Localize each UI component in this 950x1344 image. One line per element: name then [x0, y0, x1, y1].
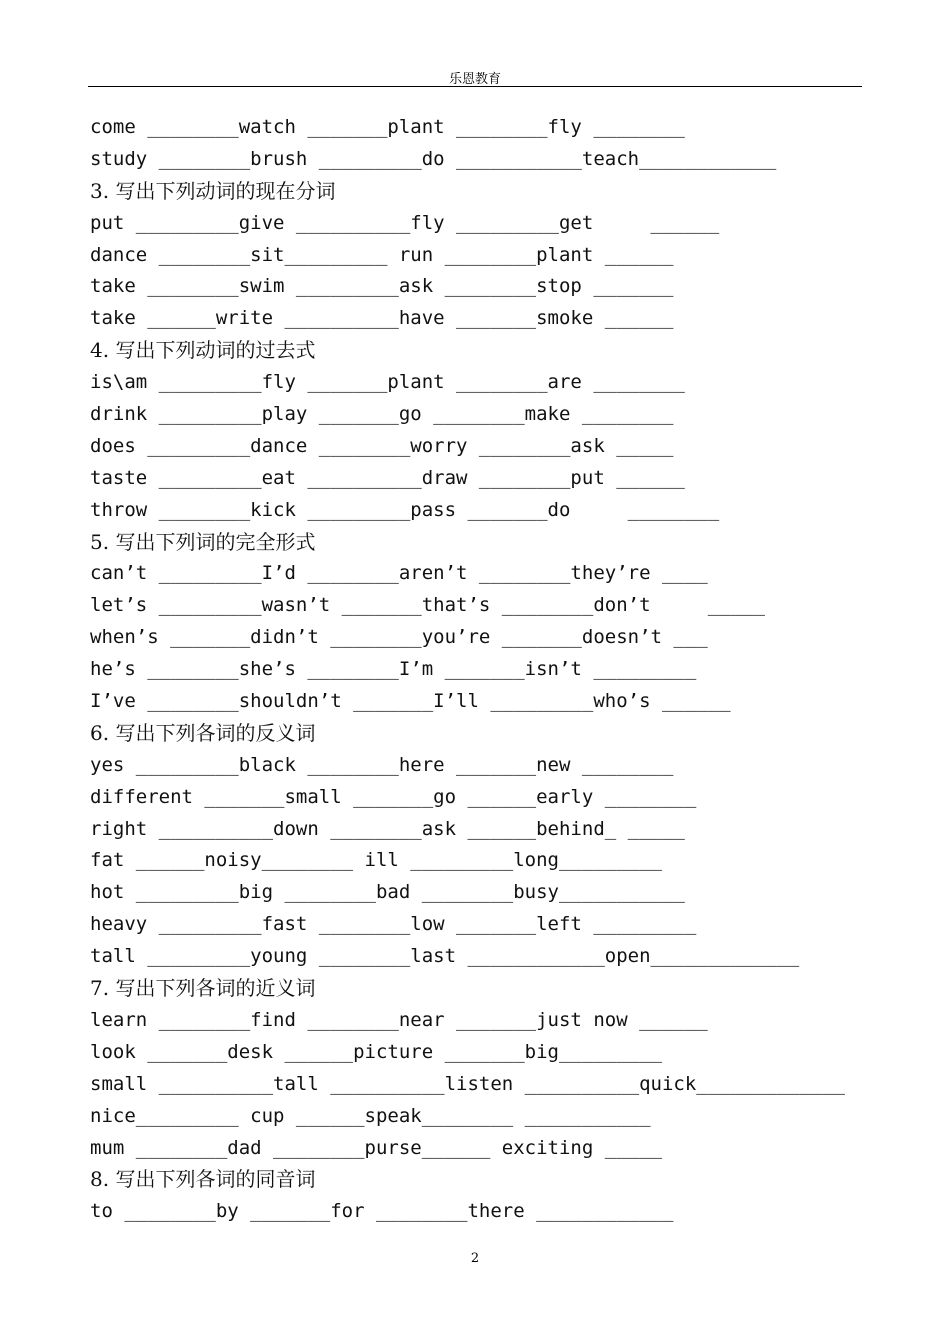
- exercise-line: dance ________sit_________ run ________plant ______: [90, 243, 674, 266]
- exercise-line: to ________by _______for ________there ____________: [90, 1200, 674, 1223]
- exercise-body: [90, 112, 890, 1228]
- exercise-line: take ______write __________have _______smoke ______: [90, 307, 674, 330]
- exercise-line: right __________down ________ask ______behind_ _____: [90, 817, 685, 840]
- exercise-line: study ________brush _________do ___________teach____________: [90, 147, 777, 170]
- section-heading: 7. 写出下列各词的近义词: [90, 976, 316, 1001]
- exercise-line: put _________give __________fly _________get ______: [90, 211, 720, 234]
- exercise-line: can’t _________I’d ________aren’t ________they’re ____: [90, 562, 708, 585]
- section-heading: 3. 写出下列动词的现在分词: [90, 178, 336, 203]
- exercise-line: different _______small _______go ______early ________: [90, 785, 697, 808]
- exercise-line: hot _________big ________bad ________busy___________: [90, 881, 685, 904]
- exercise-line: come ________watch _______plant ________fly ________: [90, 116, 685, 138]
- header-divider: [88, 86, 862, 87]
- section-heading: 5. 写出下列词的完全形式: [90, 529, 316, 554]
- page-number: 2: [470, 1251, 480, 1266]
- exercise-line: yes _________black ________here _______new ________: [90, 753, 674, 776]
- exercise-line: is\am _________fly _______plant ________are ________: [90, 371, 685, 394]
- exercise-line: look _______desk ______picture _______big_________: [90, 1040, 662, 1063]
- exercise-line: I’ve ________shouldn’t _______I’ll _________who’s ______: [90, 690, 731, 713]
- exercise-line: let’s _________wasn’t _______that’s ________don’t _____: [90, 594, 765, 617]
- exercise-line: nice_________ cup ______speak________ ___________: [90, 1104, 651, 1127]
- section-heading: 8. 写出下列各词的同音词: [90, 1167, 316, 1192]
- header-title: 乐恩教育: [448, 72, 501, 87]
- exercise-line: he’s ________she’s ________I’m _______isn’t _________: [90, 658, 697, 681]
- exercise-line: learn ________find ________near _______just now ______: [90, 1008, 708, 1031]
- exercise-line: heavy _________fast ________low _______left _________: [90, 913, 697, 936]
- section-heading: 4. 写出下列动词的过去式: [90, 338, 316, 363]
- exercise-line: throw ________kick _________pass _______do ________: [90, 498, 720, 521]
- exercise-line: mum ________dad ________purse______ exciting _____: [90, 1136, 662, 1159]
- exercise-line: drink _________play _______go ________make ________: [90, 403, 674, 426]
- exercise-line: does _________dance ________worry ________ask _____: [90, 434, 674, 457]
- exercise-line: when’s _______didn’t ________you’re _______doesn’t ___: [90, 626, 708, 649]
- section-heading: 6. 写出下列各词的反义词: [90, 720, 316, 745]
- exercise-line: small __________tall __________listen __________quick_____________: [90, 1072, 845, 1095]
- exercise-line: taste _________eat __________draw ________put ______: [90, 466, 685, 489]
- exercise-line: take ________swim _________ask ________stop _______: [90, 275, 674, 298]
- exercise-line: fat ______noisy________ ill _________long_________: [90, 849, 662, 872]
- exercise-line: tall _________young ________last ____________open_____________: [90, 945, 800, 968]
